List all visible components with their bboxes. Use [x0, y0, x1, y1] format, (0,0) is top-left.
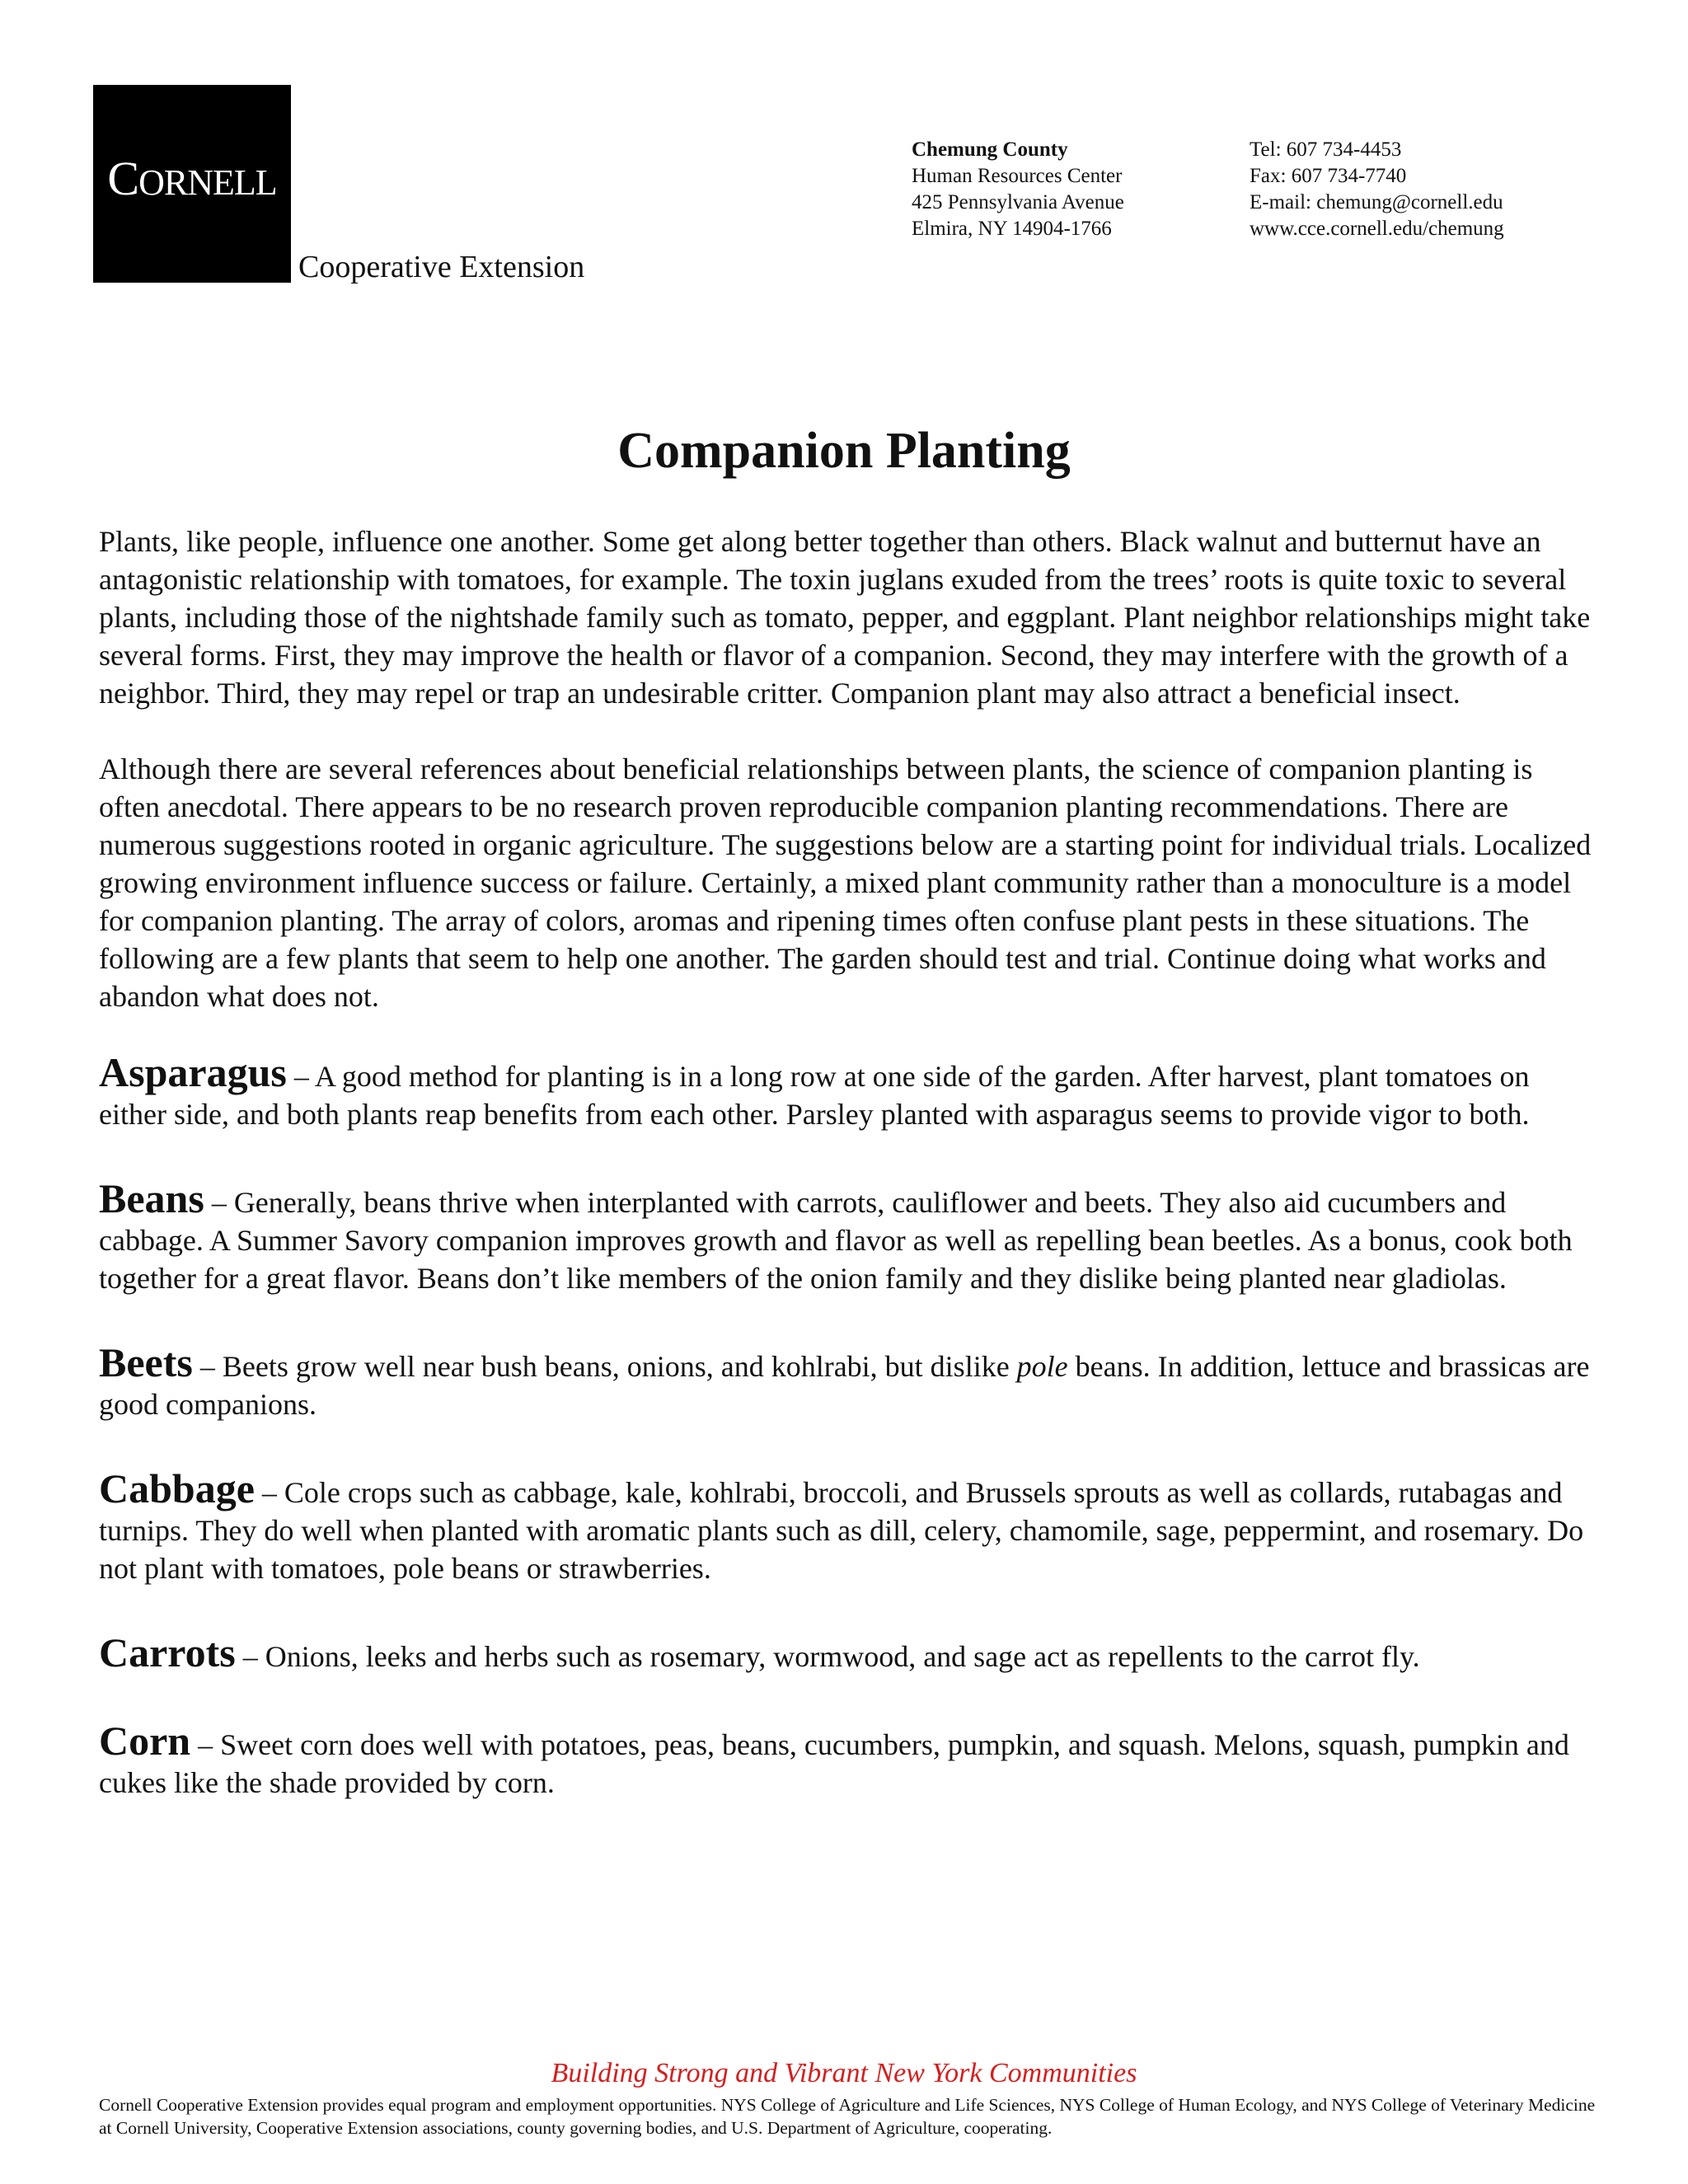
- entry-text: Onions, leeks and herbs such as rosemary, wormwood, and sage act as repellents to the carrot fly.: [265, 1640, 1420, 1673]
- entry-text-italic: pole: [1016, 1350, 1068, 1383]
- entry-text: Beets grow well near bush beans, onions, and kohlrabi, but dislike: [222, 1350, 1017, 1383]
- entry-text: Generally, beans thrive when interplanted with carrots, cauliflower and beets. They also aid cucumbers and cabbage. A Summer Savory companion improves growth and flavor as well as repelling bean beetles. As a bonus, cook both together for a great flavor. Beans don’t like members of the onion family and they dislike being planted near gladiolas.: [99, 1186, 1573, 1295]
- website: www.cce.cornell.edu/chemung: [1250, 218, 1504, 240]
- county-name: Chemung County: [912, 138, 1068, 161]
- entry-text: Sweet corn does well with potatoes, peas, beans, cucumbers, pumpkin, and squash. Melons, squash, pumpkin and cukes like the shade provided by corn.: [99, 1728, 1569, 1799]
- intro-paragraph: Although there are several references about beneficial relationships between plants, the science of companion planting is often anecdotal. There appears to be no research proven reproducible companion planting recommendations. There are numerous suggestions rooted in organic agriculture. The suggestions below are a starting point for individual trials. Localized growing environment influence success or failure. Certainly, a mixed plant community rather than a monoculture is a model for companion planting. The array of colors, aromas and ripening times often confuse plant pests in these situations. The following are a few plants that seem to help one another. The garden should test and trial. Continue doing what works and abandon what does not.: [99, 752, 1592, 1013]
- address-line: 425 Pennsylvania Avenue: [912, 191, 1124, 213]
- address-line: Human Resources Center: [912, 165, 1123, 187]
- entry-text: A good method for planting is in a long row at one side of the garden. After harvest, plant tomatoes on either side, and both plants reap benefits from each other. Parsley planted with asparagus seems to provide vigor to both.: [99, 1060, 1530, 1131]
- entry-term: Asparagus: [99, 1049, 287, 1095]
- contact-block: [1250, 137, 1504, 242]
- entry-dash: –: [286, 1060, 315, 1093]
- footer-fine-print: Cornell Cooperative Extension provides equal program and employment opportunities. NYS College of Agriculture and Life Sciences, NYS College of Human Ecology, and NYS College of Veterinary Medicine at Cornell University, Cooperative Extension associations, county governing bodies, and U.S. Department of Agriculture, cooperating.: [99, 2095, 1596, 2138]
- entry-text: Cole crops such as cabbage, kale, kohlrabi, broccoli, and Brussels sprouts as well as collards, rutabagas and turnips. They do well when planted with aromatic plants such as dill, celery, chamomile, sage, peppermint, and rosemary. Do not plant with tomatoes, pole beans or strawberries.: [99, 1476, 1584, 1585]
- page-title: Companion Planting: [617, 423, 1071, 479]
- logo-text: CORNELL: [107, 152, 277, 205]
- entry-term: Carrots: [99, 1629, 236, 1675]
- entry-dash: –: [254, 1476, 284, 1509]
- entry-text: beans. In addition, lettuce and brassicas are good companions.: [99, 1350, 1590, 1421]
- entry-dash: –: [192, 1350, 223, 1383]
- logo-subtitle: Cooperative Extension: [298, 250, 585, 284]
- footer-tagline: Building Strong and Vibrant New York Communities: [551, 2058, 1137, 2088]
- entry-cabbage: [99, 1465, 1599, 1587]
- entry-corn: [99, 1718, 1599, 1802]
- phone: Tel: 607 734-4453: [1250, 138, 1402, 161]
- entry-beets: [99, 1339, 1599, 1423]
- intro-paragraph: Plants, like people, influence one another. Some get along better together than others. Black walnut and butternut have an antagonistic relationship with tomatoes, for example. The toxin juglans exuded from the trees’ roots is quite toxic to several plants, including those of the nightshade family such as tomato, pepper, and eggplant. Plant neighbor relationships might take several forms. First, they may improve the health or flavor of a companion. Second, they may interfere with the growth of a neighbor. Third, they may repel or trap an undesirable critter. Companion plant may also attract a beneficial insect.: [99, 525, 1591, 710]
- document-body: [99, 523, 1599, 1848]
- entry-dash: –: [190, 1728, 221, 1761]
- entry-term: Beets: [99, 1339, 193, 1385]
- entry-carrots: [99, 1629, 1599, 1675]
- entry-beans: [99, 1175, 1599, 1297]
- entry-term: Corn: [99, 1718, 191, 1764]
- entry-term: Cabbage: [99, 1465, 255, 1511]
- entry-dash: –: [235, 1640, 265, 1673]
- email: E-mail: chemung@cornell.edu: [1250, 191, 1503, 213]
- entry-dash: –: [204, 1186, 234, 1219]
- address-line: Elmira, NY 14904-1766: [912, 218, 1112, 240]
- entry-term: Beans: [99, 1175, 204, 1221]
- cornell-logo: [93, 85, 291, 283]
- fax: Fax: 607 734-7740: [1250, 165, 1407, 187]
- entry-asparagus: [99, 1049, 1599, 1133]
- address-block: [912, 137, 1124, 242]
